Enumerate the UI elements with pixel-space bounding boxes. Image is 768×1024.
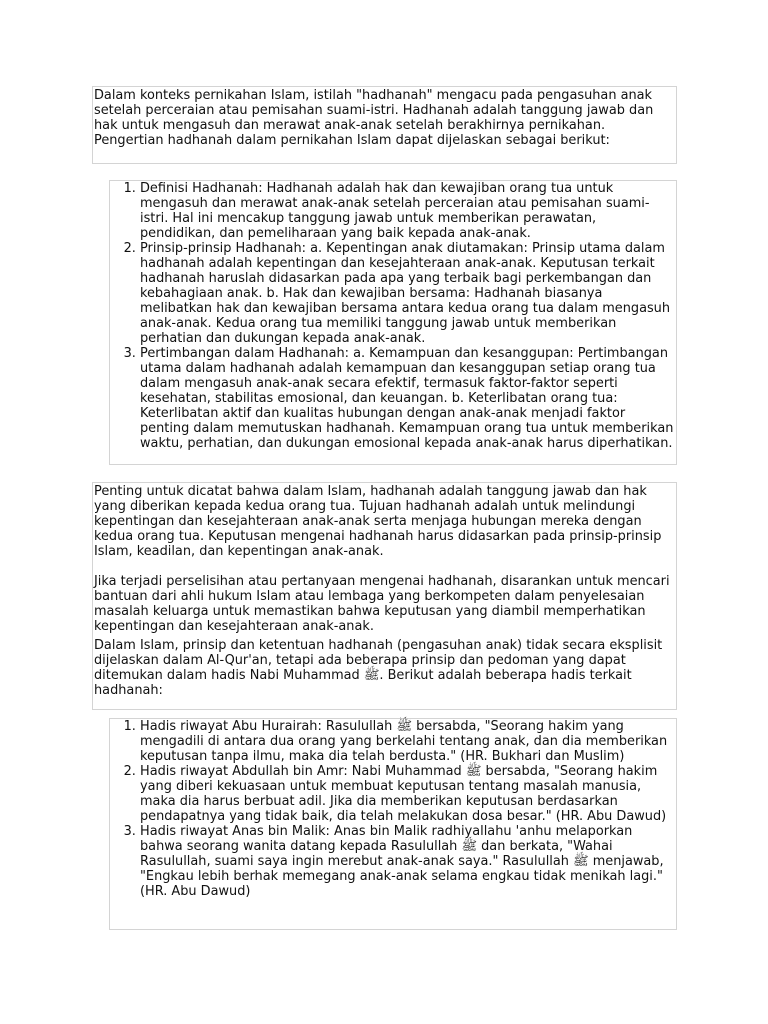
notes-block bbox=[92, 482, 677, 710]
note-paragraph: Dalam Islam, prinsip dan ketentuan hadhanah (pengasuhan anak) tidak secara eksplisit dijelaskan dalam Al-Qur'an, tetapi ada beberapa prinsip dan pedoman yang dapat ditemukan dalam hadis Nabi Muhammad ﷺ. Berikut adalah beberapa hadis terkait hadhanah: bbox=[94, 638, 663, 698]
list-item: 1. Definisi Hadhanah: Hadhanah adalah hak dan kewajiban orang tua untuk mengasuh dan merawat anak-anak setelah perceraian atau pemisahan suami-istri. Hal ini mencakup tanggung jawab untuk memberikan perawatan, pendidikan, dan pemeliharaan yang baik kepada anak-anak. bbox=[140, 181, 675, 241]
hadhanah-definition-list bbox=[111, 181, 675, 451]
hadhanah-definition-list-block bbox=[109, 180, 677, 465]
list-item: 1. Hadis riwayat Abu Hurairah: Rasulullah ﷺ bersabda, "Seorang hakim yang mengadili di antara dua orang yang berkelahi tentang anak, dan dia memberikan keputusan tanpa ilmu, maka dia telah berdusta." (HR. Bukhari dan Muslim) bbox=[140, 719, 675, 764]
intro-block bbox=[92, 86, 677, 164]
list-item: 3. Pertimbangan dalam Hadhanah: a. Kemampuan dan kesanggupan: Pertimbangan utama dalam hadhanah adalah kemampuan dan kesanggupan setiap orang tua dalam mengasuh anak-anak secara efektif, termasuk faktor-faktor seperti kesehatan, stabilitas emosional, dan keuangan. b. Keterlibatan orang tua: Keterlibatan aktif dan kualitas hubungan dengan anak-anak menjadi faktor penting dalam memutuskan hadhanah. Kemampuan orang tua untuk memberikan waktu, perhatian, dan dukungan emosional kepada anak-anak harus diperhatikan. bbox=[140, 346, 675, 451]
hadith-list bbox=[111, 719, 675, 899]
note-paragraph: Jika terjadi perselisihan atau pertanyaan mengenai hadhanah, disarankan untuk mencari bantuan dari ahli hukum Islam atau lembaga yang berkompeten dalam penyelesaian masalah keluarga untuk memastikan bahwa keputusan yang diambil memperhatikan kepentingan dan kesejahteraan anak-anak. bbox=[94, 574, 670, 634]
list-item: 3. Hadis riwayat Anas bin Malik: Anas bin Malik radhiyallahu 'anhu melaporkan bahwa seorang wanita datang kepada Rasulullah ﷺ dan berkata, "Wahai Rasulullah, suami saya ingin merebut anak-anak saya." Rasulullah ﷺ menjawab, "Engkau lebih berhak memegang anak-anak selama engkau tidak menikah lagi." (HR. Abu Dawud) bbox=[140, 824, 675, 899]
list-item: 2. Hadis riwayat Abdullah bin Amr: Nabi Muhammad ﷺ bersabda, "Seorang hakim yang diberi kekuasaan untuk membuat keputusan tentang masalah manusia, maka dia harus berbuat adil. Jika dia memberikan keputusan berdasarkan pendapatnya yang tidak baik, dia telah melakukan dosa besar." (HR. Abu Dawud) bbox=[140, 764, 675, 824]
list-item: 2. Prinsip-prinsip Hadhanah: a. Kepentingan anak diutamakan: Prinsip utama dalam hadhanah adalah kepentingan dan kesejahteraan anak-anak. Keputusan terkait hadhanah haruslah didasarkan pada apa yang terbaik bagi perkembangan dan kebahagiaan anak. b. Hak dan kewajiban bersama: Hadhanah biasanya melibatkan hak dan kewajiban bersama antara kedua orang tua dalam mengasuh anak-anak. Kedua orang tua memiliki tanggung jawab untuk memberikan perhatian dan dukungan kepada anak-anak. bbox=[140, 241, 675, 346]
intro-paragraph: Dalam konteks pernikahan Islam, istilah "hadhanah" mengacu pada pengasuhan anak setelah perceraian atau pemisahan suami-istri. Hadhanah adalah tanggung jawab dan hak untuk mengasuh dan merawat anak-anak setelah berakhirnya pernikahan. Pengertian hadhanah dalam pernikahan Islam dapat dijelaskan sebagai berikut: bbox=[94, 88, 654, 148]
note-paragraph: Penting untuk dicatat bahwa dalam Islam, hadhanah adalah tanggung jawab dan hak yang diberikan kepada kedua orang tua. Tujuan hadhanah adalah untuk melindungi kepentingan dan kesejahteraan anak-anak serta menjaga hubungan mereka dengan kedua orang tua. Keputusan mengenai hadhanah harus didasarkan pada prinsip-prinsip Islam, keadilan, dan kepentingan anak-anak. bbox=[94, 484, 662, 559]
paragraph-spacer bbox=[94, 559, 674, 574]
hadith-list-block bbox=[109, 718, 677, 930]
